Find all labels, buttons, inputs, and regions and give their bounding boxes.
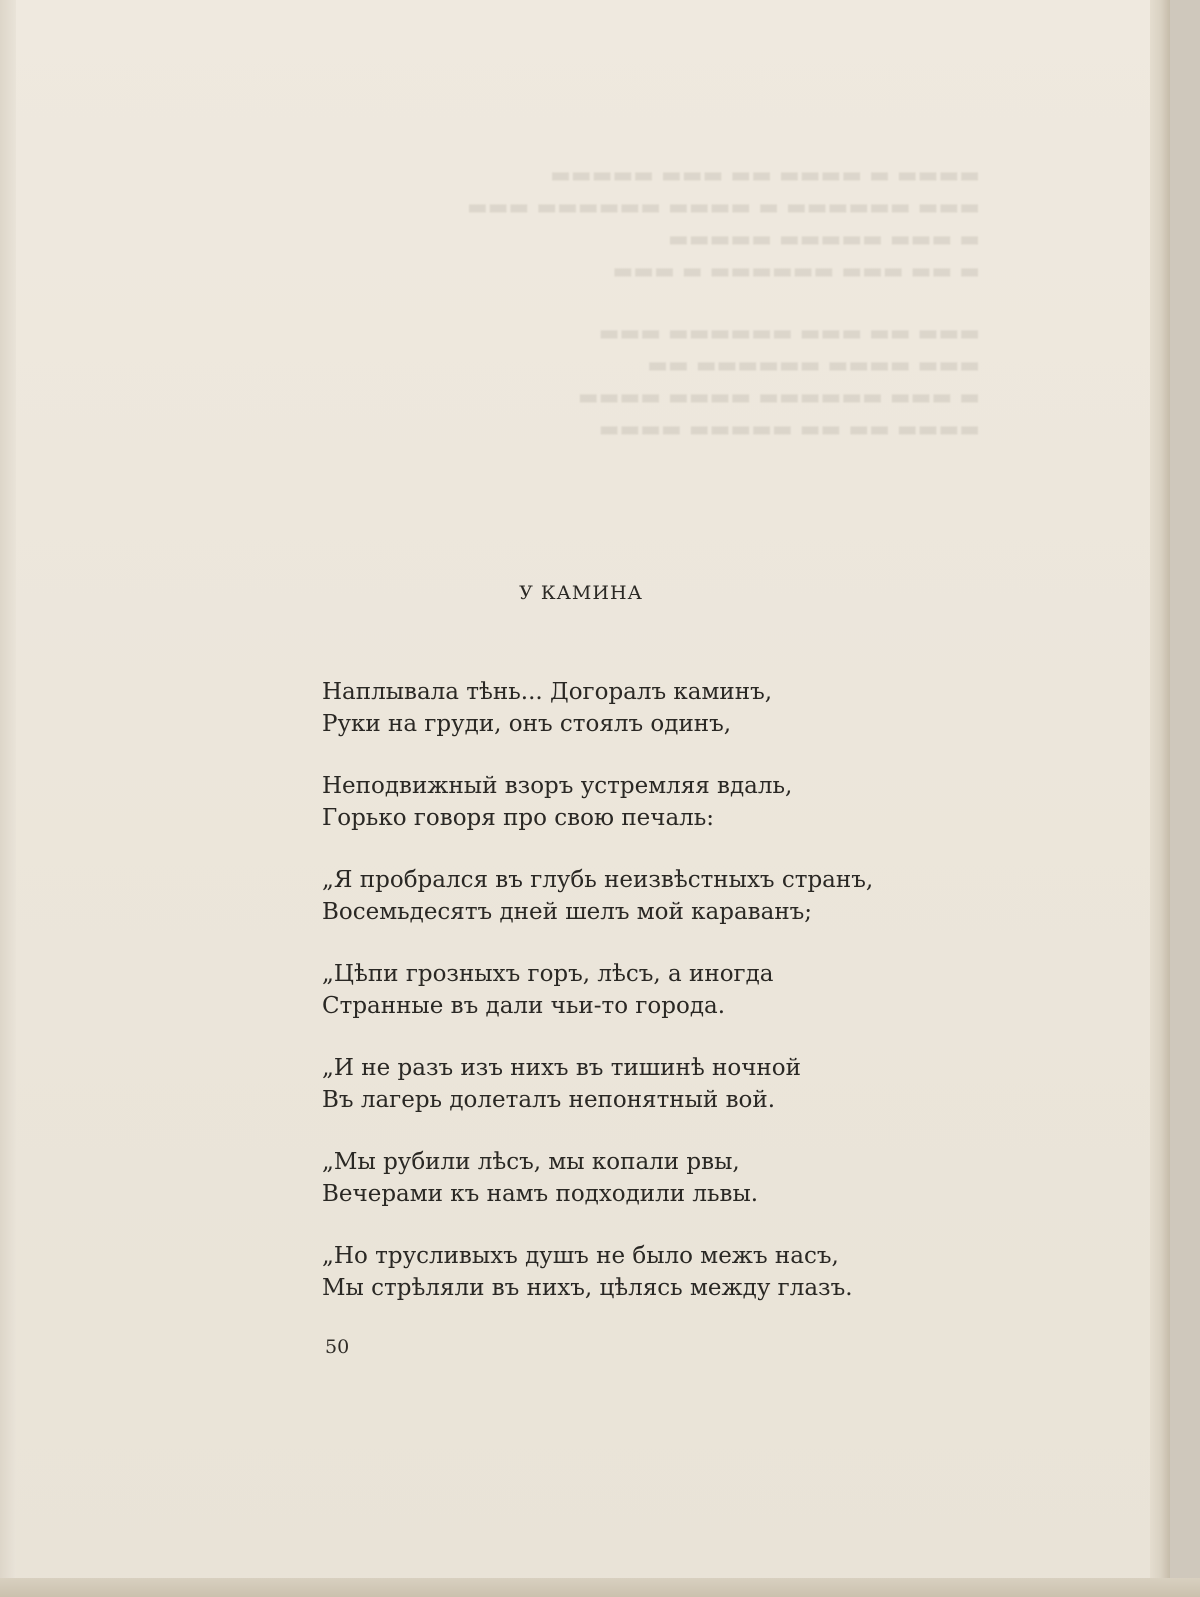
poem-line: „Но трусливыхъ душъ не было межъ насъ, — [322, 1243, 839, 1269]
stanza — [322, 676, 962, 740]
stanza — [322, 864, 962, 928]
page-number: 50 — [325, 1336, 350, 1358]
poem-line: „Мы рубили лѣсъ, мы копали рвы, — [322, 1149, 740, 1175]
poem-line: Неподвижный взоръ устремляя вдаль, — [322, 773, 793, 799]
poem-line: Мы стрѣляли въ нихъ, цѣлясь между глазъ. — [322, 1275, 853, 1301]
page-bottom-edge — [0, 1578, 1200, 1597]
poem-line: Странные въ дали чьи-то города. — [322, 993, 726, 1019]
stanza — [322, 1146, 962, 1210]
poem-line: Восемьдесятъ дней шелъ мой караванъ; — [322, 899, 813, 925]
stanza — [322, 958, 962, 1022]
poem-line: „Я пробрался въ глубь неизвѣстныхъ странъ, — [322, 867, 874, 893]
poem-line: „И не разъ изъ нихъ въ тишинѣ ночной — [322, 1055, 801, 1081]
poem-line: Вечерами къ намъ подходили львы. — [322, 1181, 759, 1207]
poem-line: Наплывала тѣнь... Догоралъ каминъ, — [322, 679, 773, 705]
poem-line: Руки на груди, онъ стоялъ одинъ, — [322, 711, 732, 737]
poem-line: Въ лагерь долеталъ непонятный вой. — [322, 1087, 776, 1113]
stanza — [322, 1240, 962, 1304]
poem-body — [322, 676, 962, 1334]
page-left-edge — [0, 0, 16, 1597]
stanza — [322, 770, 962, 834]
stanza — [322, 1052, 962, 1116]
poem-title: У КАМИНА — [519, 582, 643, 604]
poem-line: „Цѣпи грозныхъ горъ, лѣсъ, а иногда — [322, 961, 774, 987]
bleed-through-texture: ▬▬▬▬ ▬ ▬▬▬▬ ▬▬ ▬▬▬ ▬▬▬▬▬ ▬▬▬ ▬▬▬▬▬▬ ▬ ▬▬▬▬ ▬▬▬▬▬▬ ▬▬▬ ▬ ▬▬▬ ▬▬▬▬▬ ▬▬▬▬▬ ▬ ▬▬ ▬▬▬ ▬▬▬▬▬▬ ▬ ▬▬▬ ▬▬▬ ▬▬ ▬▬▬ ▬▬▬▬▬▬ ▬▬▬ ▬▬▬ ▬▬▬▬ ▬▬▬▬▬▬ ▬▬ ▬ ▬▬▬ ▬▬▬▬▬▬ ▬▬▬▬ ▬▬▬▬ ▬▬▬▬ ▬▬ ▬▬ ▬▬▬▬▬ ▬▬▬▬ — [466, 163, 980, 442]
poem-line: Горько говоря про свою печаль: — [322, 805, 715, 831]
page-right-edge — [1150, 0, 1170, 1597]
